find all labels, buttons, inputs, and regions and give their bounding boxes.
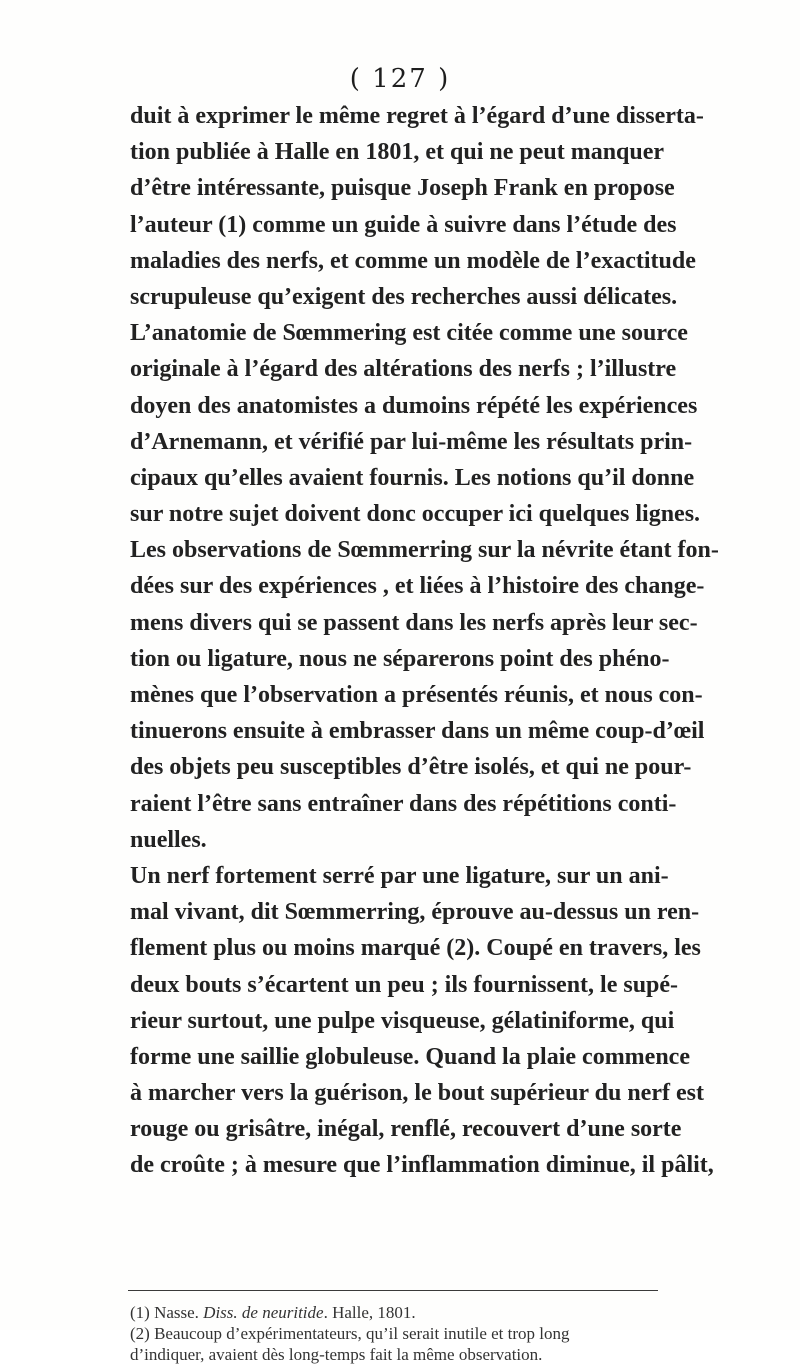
text-line: d’être intéressante, puisque Joseph Frank en propose (130, 175, 675, 202)
text-line: L’anatomie de Sœmmering est citée comme une source (130, 320, 688, 347)
text-line: originale à l’égard des altérations des nerfs ; l’illustre (130, 356, 677, 383)
footnote-title: Diss. de neuritide (203, 1303, 324, 1322)
text-line: rieur surtout, une pulpe visqueuse, gélatiniforme, qui (130, 1007, 675, 1034)
footnote-text: Beaucoup d’expérimentateurs, qu’il serait inutile et trop long (154, 1324, 570, 1343)
text-line: cipaux qu’elles avaient fournis. Les notions qu’il donne (130, 464, 695, 491)
text-line: duit à exprimer le même regret à l’égard d’une disserta- (130, 103, 704, 129)
text-line: d’Arnemann, et vérifié par lui-même les résultats prin- (130, 428, 693, 455)
text-line: doyen des anatomistes a dumoins répété les expériences (130, 392, 698, 419)
footnote-text: . Halle, 1801. (323, 1303, 416, 1322)
footnote (130, 1323, 660, 1344)
text-line: scrupuleuse qu’exigent des recherches aussi délicates. (130, 283, 678, 310)
text-line: à marcher vers la guérison, le bout supérieur du nerf est (130, 1080, 704, 1107)
text-line: nuelles. (130, 826, 207, 853)
footnote-divider (128, 1290, 658, 1291)
text-line: tion publiée à Halle en 1801, et qui ne peut manquer (130, 139, 665, 166)
text-line: mènes que l’observation a présentés réunis, et nous con- (130, 682, 703, 708)
text-line: rouge ou grisâtre, inégal, renflé, recouvert d’une sorte (130, 1116, 682, 1143)
footnotes (130, 1302, 660, 1365)
page-number: ( 127 ) (349, 64, 451, 94)
text-line: des objets peu susceptibles d’être isolés, et qui ne pour- (130, 754, 692, 781)
body-text (130, 98, 800, 1184)
text-line: mens divers qui se passent dans les nerfs après leur sec- (130, 609, 698, 636)
text-line: forme une saillie globuleuse. Quand la plaie commence (130, 1043, 690, 1070)
text-line: deux bouts s’écartent un peu ; ils fournissent, le supé- (130, 971, 679, 998)
footnote (130, 1302, 660, 1323)
text-line: sur notre sujet doivent donc occuper ici quelques lignes. (130, 501, 701, 528)
text-line: Un nerf fortement serré par une ligature, sur un ani- (130, 862, 669, 889)
text-line: de croûte ; à mesure que l’inflammation diminue, il pâlit, (130, 1152, 714, 1179)
text-line: l’auteur (1) comme un guide à suivre dans l’étude des (130, 211, 677, 238)
text-line: Les observations de Sœmmerring sur la névrite étant fon- (130, 537, 719, 564)
text-line: dées sur des expériences , et liées à l’histoire des change- (130, 573, 705, 600)
text-line: maladies des nerfs, et comme un modèle de l’exactitude (130, 247, 696, 274)
text-line: raient l’être sans entraîner dans des répétitions conti- (130, 790, 677, 817)
text-line: mal vivant, dit Sœmmerring, éprouve au-dessus un ren- (130, 899, 700, 926)
footnote-marker: (1) Nasse. (130, 1303, 204, 1322)
text-line: flement plus ou moins marqué (2). Coupé en travers, les (130, 935, 701, 962)
footnote-text: d’indiquer, avaient dès long-temps fait la même observation. (130, 1345, 543, 1364)
footnote-marker: (2) (130, 1324, 155, 1343)
text-line: tinuerons ensuite à embrasser dans un même coup-d’œil (130, 718, 705, 745)
footnote-continuation (130, 1344, 660, 1365)
text-line: tion ou ligature, nous ne séparerons point des phéno- (130, 645, 670, 672)
